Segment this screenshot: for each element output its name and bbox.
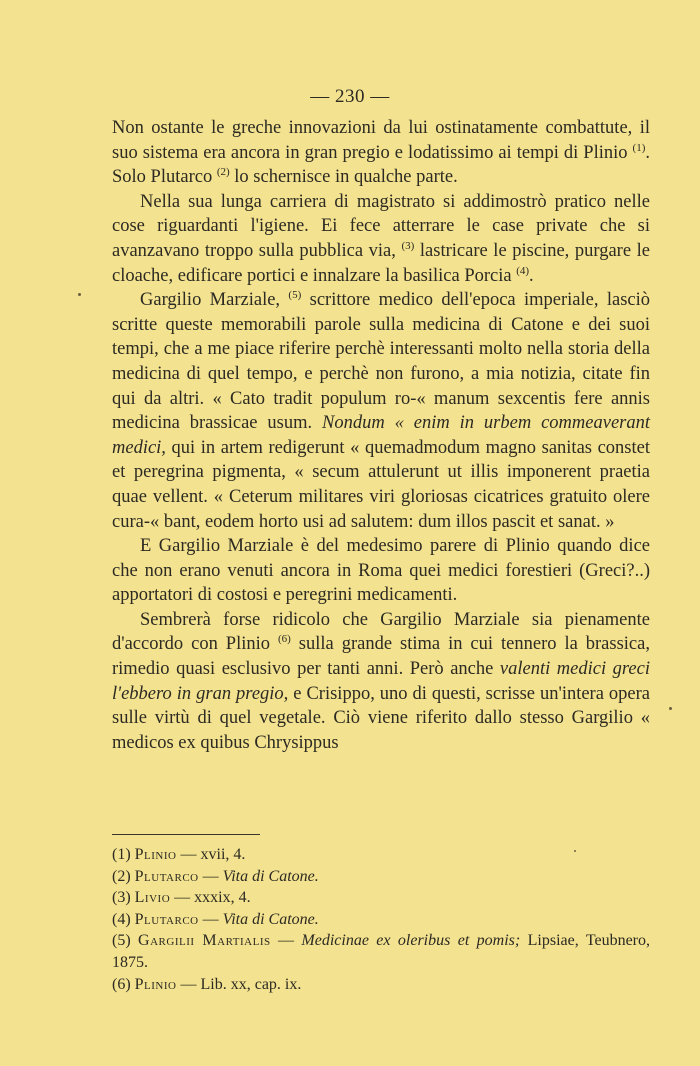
footnote-fn3: [112, 887, 650, 909]
footnote-speck: [574, 850, 576, 852]
paragraph-p4: [112, 534, 650, 608]
footnote-number: (1): [112, 846, 131, 863]
main-text: [112, 116, 650, 755]
footnote-fn6: [112, 974, 650, 996]
margin-speck-right: [669, 707, 672, 710]
footnote-publication: Lipsiae, Teubnero, 1875.: [112, 932, 651, 971]
text-run: Non ostante le greche innovazioni da lui ostinatamente combattute, il suo sistema era ancora in gran pregio e lodatissimo ai tempi di Plinio: [112, 118, 650, 163]
footnote-number: (5): [112, 932, 131, 950]
paragraph-p2: [112, 190, 650, 288]
footnotes: [112, 844, 650, 995]
text-run: E Gargilio Marziale è del medesimo parere di Plinio quando dice che non erano venuti ancora in Roma quei medici forestieri (Greci?..) apportatori di costosi e peregrini medicamenti.: [112, 536, 650, 606]
footnote-reference-text: Medicinae ex oleribus et pomis;: [301, 932, 521, 950]
footnote-reference-text: xvii, 4.: [200, 846, 246, 863]
text-run: sulla grande stima in cui tennero la brassica, rimedio quasi esclusivo per tanti anni. Però anche: [112, 634, 650, 680]
footnote-reference[interactable]: (2): [216, 166, 230, 179]
footnote-separator: —: [198, 867, 223, 885]
footnote-reference[interactable]: (6): [277, 633, 291, 646]
footnote-divider: [112, 834, 260, 835]
text-run: Sembrerà forse ridicolo che Gargilio Marziale sia pienamente d'accordo con Plinio: [112, 609, 650, 655]
footnote-fn2: [112, 866, 650, 888]
footnote-separator: —: [176, 846, 201, 863]
page-number: — 230 —: [310, 86, 390, 107]
italic-text: valenti medici greci l'ebbero in gran pregio,: [112, 659, 650, 704]
text-run: lastricare le piscine, purgare le cloache, edificare portici e innalzare la basilica Porcia: [112, 240, 650, 286]
paragraph-p5: [112, 608, 650, 756]
paragraph-p1: [112, 116, 650, 190]
text-run: Gargilio Marziale,: [140, 290, 289, 311]
footnote-author: Plinio: [134, 975, 177, 993]
footnote-reference-text: Vita di Catone.: [222, 910, 319, 928]
footnote-author: Plutarco: [134, 867, 199, 885]
footnote-author: Livio: [134, 889, 171, 907]
footnote-fn1: [112, 844, 650, 866]
footnote-separator: —: [198, 910, 223, 928]
footnote-separator: —: [170, 889, 195, 907]
footnote-author: Plutarco: [134, 910, 199, 928]
text-run: .: [529, 265, 534, 286]
footnote-separator: —: [270, 932, 302, 950]
footnote-reference-text: Vita di Catone.: [222, 867, 319, 885]
footnote-reference-text: Lib. xx, cap. ix.: [200, 975, 302, 993]
footnote-number: (4): [112, 910, 131, 928]
footnote-reference[interactable]: (4): [516, 264, 530, 277]
footnote-reference[interactable]: (3): [401, 239, 415, 252]
footnote-separator: —: [176, 975, 201, 993]
footnote-fn5: [112, 930, 650, 973]
margin-speck-left: [78, 293, 81, 296]
text-run: e Crisippo, uno di questi, scrisse un'intera opera sulle virtù di quel vegetale. Ciò viene riferito dallo stesso Gargilio « medicos ex quibus Chrysippus: [112, 683, 650, 753]
footnote-number: (6): [112, 975, 131, 993]
footnote-author: Plinio: [134, 846, 177, 863]
footnote-reference[interactable]: (1): [632, 141, 646, 154]
footnote-reference-text: xxxix, 4.: [194, 889, 251, 907]
italic-text: Nondum « enim in urbem commeaverant medici,: [112, 413, 650, 458]
text-run: . Solo Plutarco: [112, 142, 650, 188]
footnote-fn4: [112, 909, 650, 931]
text-run: scrittore medico dell'epoca imperiale, lasciò scritte queste memorabili parole sulla medicina di Catone e dei suoi tempi, che a me piace riferire perchè interessanti molto nella storia della medicina di quel tempo, e perchè non furono, a mia notizia, citate fin qui da altri. « Cato tradit populum ro-« manum sexcentis fere annis medicina brassicae usum.: [112, 290, 650, 434]
paragraph-p3: [112, 288, 650, 534]
text-run: qui in artem redigerunt « quemadmodum magno sanitas constet et peregrina pigmenta, « secum attulerunt ut illis imponerent praetia quae vellent. « Ceterum militares viri gloriosas cicatrices gratuito olere cura-« bant, eodem horto usi ad salutem: dum illos pascit et sanat. »: [112, 437, 650, 532]
footnote-author: Gargilii Martialis: [138, 932, 271, 950]
text-run: lo schernisce in qualche parte.: [229, 167, 458, 188]
footnote-number: (2): [112, 867, 131, 885]
text-run: Nella sua lunga carriera di magistrato si addimostrò pratico nelle cose riguardanti l'igiene. Ei fece atterrare le case private che si avanzavano troppo sulla pubblica via,: [112, 191, 650, 261]
footnote-reference[interactable]: (5): [288, 289, 302, 301]
footnote-number: (3): [112, 889, 131, 907]
